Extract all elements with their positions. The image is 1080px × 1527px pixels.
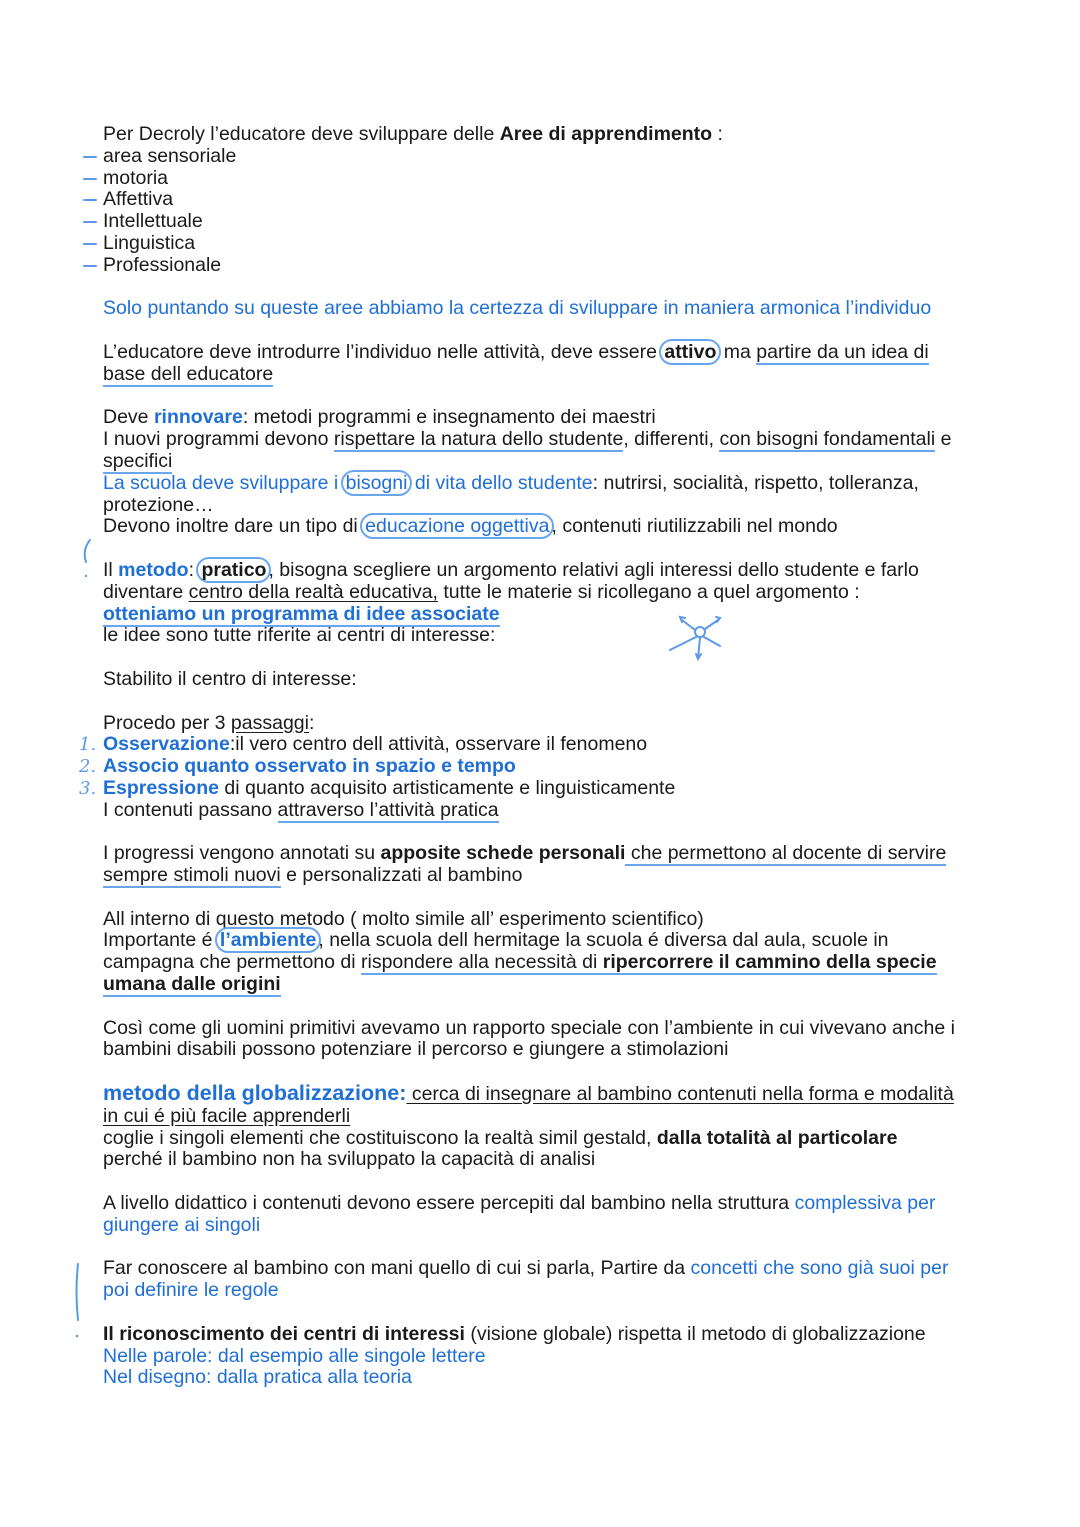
circled-educazione-oggettiva: educazione oggettiva <box>360 513 554 539</box>
dash-mark <box>83 178 97 180</box>
dash-mark <box>83 265 97 267</box>
circled-attivo: attivo <box>659 339 721 365</box>
environment-paragraph: All interno di questo metodo ( molto simile all’ esperimento scientifico) Importante é l’ambiente , nella scuola dell hermitage la scuola é diversa dal aula, scuole in campagna che permettono di rispondere alla necessità di ripercorrere il cammino della specie umana dalle origini <box>103 907 937 996</box>
didactic-paragraph: A livello didattico i contenuti devono essere percepiti dal bambino nella struttura complessiva per giungere ai singoli <box>103 1192 936 1236</box>
dash-mark <box>83 221 97 223</box>
globalization-paragraph: metodo della globalizzazione: cerca di insegnare al bambino contenuti nella forma e modalità in cui é più facile apprenderli coglie i singoli elementi che costituiscono la realtà simil gestald, dalla totalità al particolare perché il bambino non ha sviluppato la capacità di analisi <box>103 1081 954 1171</box>
dash-mark <box>83 243 97 245</box>
area-item: Linguistica <box>103 233 983 255</box>
area-item: motoria <box>103 168 983 190</box>
dot-mark <box>74 1333 80 1339</box>
hands-paragraph: Far conoscere al bambino con mani quello di cui si parla, Partire da concetti che sono già suoi per poi definire le regole <box>103 1257 949 1302</box>
steps-intro: Procedo per 3 passaggi: <box>103 711 315 734</box>
mind-map-sketch-icon <box>660 610 732 664</box>
areas-list <box>103 146 983 277</box>
dash-mark <box>83 156 97 158</box>
area-item: Professionale <box>103 255 983 277</box>
step-item: 1. Osservazione:il vero centro dell attività, osservare il fenomeno <box>79 733 648 756</box>
circled-bisogni: bisogni <box>341 470 413 496</box>
step-item: 2. Associo quanto osservato in spazio e tempo <box>79 755 516 778</box>
vertical-line-mark <box>72 1262 82 1322</box>
renew-paragraph: Deve rinnovare: metodi programmi e insegnamento dei maestri I nuovi programmi devono rispettare la natura dello studente, differenti, con bisogni fondamentali e specifici La scuola deve sviluppare i bisogni di vita dello studente: nutrirsi, socialità, rispetto, tolleranza, protezione… Devono inoltre dare un tipo di educazione oggettiva , contenuti riutilizzabili nel mondo <box>103 406 952 538</box>
area-item: area sensoriale <box>103 146 983 168</box>
recognition-paragraph: Il riconoscimento dei centri di interessi (visione globale) rispetta il metodo di globalizzazione Nelle parole: dal esempio alle singole lettere Nel disegno: dalla pratica alla teoria <box>103 1322 926 1389</box>
intro-line: Per Decroly l’educatore deve sviluppare delle Aree di apprendimento : <box>103 123 723 145</box>
circled-ambiente: l’ambiente <box>215 927 321 953</box>
area-item: Affettiva <box>103 189 983 211</box>
method-paragraph: Il metodo: pratico , bisogna scegliere un argomento relativi agli interessi dello studente e farlo diventare centro della realtà educativa, tutte le materie si ricollegano a quel argomento : otteniamo un programma di idee associate le idee sono tutte riferite ai centri di interesse: <box>103 558 919 647</box>
educator-paragraph: L’educatore deve introdurre l’individuo nelle attività, deve essere attivo ma partire da un idea di base dell educatore <box>103 340 929 385</box>
contents-line: I contenuti passano attraverso l’attività pratica <box>103 798 499 821</box>
bracket-mark <box>80 538 94 582</box>
established-line: Stabilito il centro di interesse: <box>103 667 357 690</box>
primitive-paragraph: Così come gli uomini primitivi avevamo un rapporto speciale con l’ambiente in cui vivevano anche i bambini disabili possono potenziare il percorso e giungere a stimolazioni <box>103 1016 955 1061</box>
dash-mark <box>83 199 97 201</box>
area-item: Intellettuale <box>103 211 983 233</box>
step-item: 3. Espressione di quanto acquisito artisticamente e linguisticamente <box>79 776 676 799</box>
progress-paragraph: I progressi vengono annotati su apposite schede personali che permettono al docente di servire sempre stimoli nuovi e personalizzati al bambino <box>103 842 947 887</box>
document-page <box>79 123 983 1389</box>
harmony-line: Solo puntando su queste aree abbiamo la certezza di sviluppare in maniera armonica l’individuo <box>103 297 932 320</box>
circled-pratico: pratico <box>196 557 271 583</box>
